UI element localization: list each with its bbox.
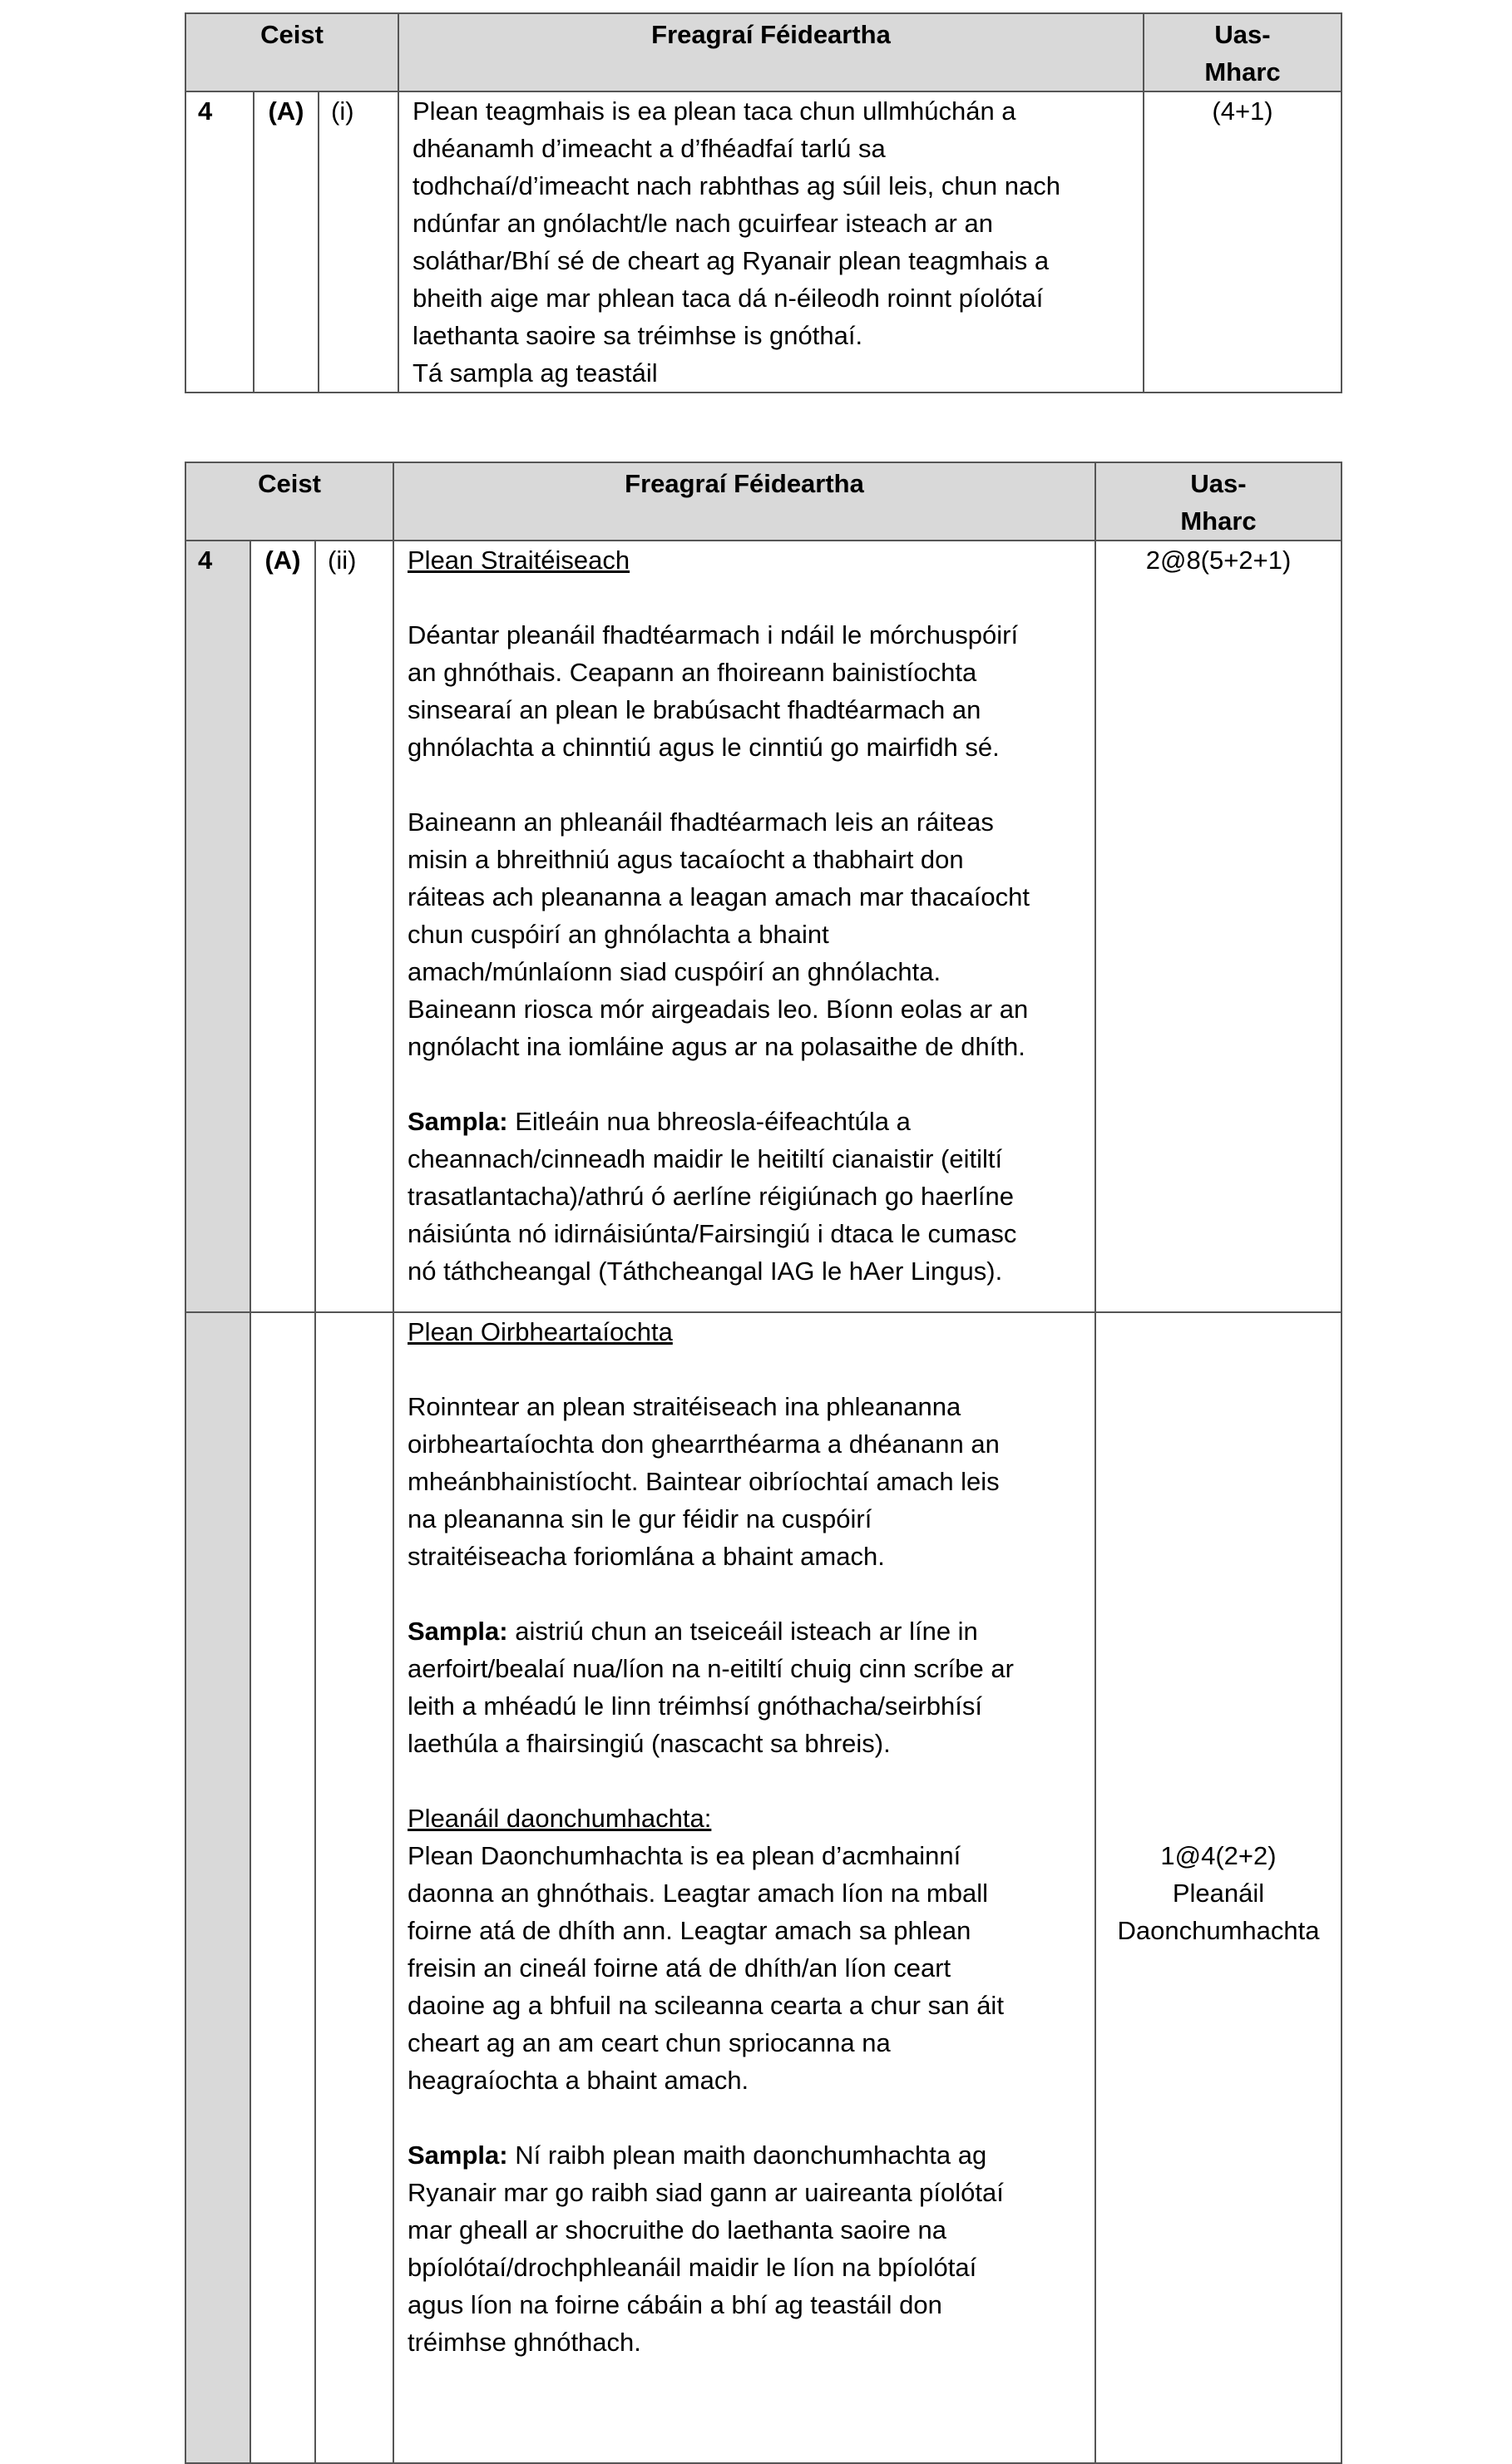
answer-line: freisin an cineál foirne atá de dhíth/an líon ceart (408, 1953, 951, 1983)
answer-line: ghnólachta a chinntiú agus le cinntiú go mairfidh sé. (408, 733, 1000, 762)
answer-line: na pleananna sin le gur féidir na cuspóirí (408, 1504, 872, 1533)
empty-subpart-cell (315, 1312, 393, 2463)
header-answers: Freagraí Féideartha (393, 462, 1095, 541)
sample-label: Sampla: (408, 2141, 508, 2170)
question-subpart: (ii) (315, 541, 393, 1312)
sample-first-line: Eitleáin nua bhreosla-éifeachtúla a (507, 1107, 911, 1136)
answer-line: bpíolótaí/drochphleanáil maidir le líon na bpíolótaí (408, 2253, 977, 2282)
question-part: (A) (254, 91, 319, 393)
answer-text (398, 91, 1144, 393)
answer-line: sinsearaí an plean le brabúsacht fhadtéarmach an (408, 695, 981, 724)
answer-line: Plean teagmhais is ea plean taca chun ullmhúchán a (413, 96, 1016, 126)
header-answers: Freagraí Féideartha (398, 13, 1144, 91)
answer-line: cheart ag an am ceart chun spriocanna na (408, 2028, 891, 2057)
answer-line (408, 1612, 1083, 1650)
strategic-row (185, 541, 1342, 1312)
answer-line: foirne atá de dhíth ann. Leagtar amach sa phlean (408, 1916, 971, 1945)
answer-line: laethanta saoire sa tréimhse is gnóthaí. (413, 321, 863, 350)
answer-row (185, 91, 1342, 393)
header-max-marks (1144, 13, 1342, 91)
strategic-plan-answer (393, 541, 1095, 1312)
answer-line: trasatlantacha)/athrú ó aerlíne réigiúnach go haerlíne (408, 1182, 1014, 1211)
sample-label: Sampla: (408, 1617, 508, 1646)
answer-line: chun cuspóirí an ghnólachta a bhaint (408, 920, 829, 949)
question-subpart: (i) (319, 91, 398, 393)
answer-line: an ghnóthais. Ceapann an fhoireann bainistíochta (408, 658, 977, 687)
answer-line: tréimhse ghnóthach. (408, 2328, 641, 2357)
tactical-para1 (408, 1388, 1083, 1575)
manpower-section (408, 1800, 1083, 2099)
header-max-marks-line2: Mharc (1204, 57, 1281, 86)
answer-line: Ryanair mar go raibh siad gann ar uaireanta píolótaí (408, 2178, 1004, 2207)
header-question: Ceist (185, 13, 398, 91)
answer-line: Tá sampla ag teastáil (413, 358, 658, 388)
answer-line: heagraíochta a bhaint amach. (408, 2066, 749, 2095)
answer-line: Plean Daonchumhachta is ea plean d’acmhainní (408, 1841, 961, 1870)
answer-line: mheánbhainistíocht. Baintear oibríochtaí amach leis (408, 1467, 1000, 1496)
strategic-para2 (408, 803, 1083, 1065)
answer-line: Déantar pleanáil fhadtéarmach i ndáil le mórchuspóirí (408, 620, 1019, 649)
answer-line: ngnólacht ina iomláine agus ar na polasaithe de dhíth. (408, 1032, 1025, 1061)
manpower-marks-block (1096, 1837, 1341, 1949)
header-max-marks-line1: Uas- (1190, 469, 1247, 498)
answer-line: straitéiseacha foriomlána a bhaint amach. (408, 1542, 885, 1571)
manpower-sample (408, 2136, 1083, 2361)
answer-line: soláthar/Bhí sé de cheart ag Ryanair plean teagmhais a (413, 246, 1050, 275)
tactical-manpower-row (185, 1312, 1342, 2463)
header-max-marks-line2: Mharc (1180, 506, 1257, 536)
manpower-marks (1095, 1312, 1342, 2463)
answer-line: todhchaí/d’imeacht nach rabhthas ag súil leis, chun nach (413, 171, 1060, 200)
header-question: Ceist (185, 462, 393, 541)
tactical-sample (408, 1612, 1083, 1762)
answer-line: náisiúnta nó idirnáisiúnta/Fairsingiú i dtaca le cumasc (408, 1219, 1017, 1248)
answer-line: Baineann riosca mór airgeadais leo. Bíonn eolas ar an (408, 995, 1029, 1024)
answer-line: laethúla a fhairsingiú (nascacht sa bhreis). (408, 1729, 891, 1758)
manpower-marks-line2: Pleanáil (1172, 1879, 1265, 1908)
marking-table-4a-i (185, 12, 1342, 393)
header-row (185, 462, 1342, 541)
sample-first-line: Ní raibh plean maith daonchumhachta ag (507, 2141, 987, 2170)
tactical-plan-title: Plean Oirbheartaíochta (408, 1317, 673, 1346)
manpower-marks-line3: Daonchumhachta (1117, 1916, 1320, 1945)
answer-line: daonna an ghnóthais. Leagtar amach líon na mball (408, 1879, 988, 1908)
answer-line: leith a mhéadú le linn tréimhsí gnóthacha/seirbhísí (408, 1691, 983, 1721)
answer-line: misin a bhreithniú agus tacaíocht a thabhairt don (408, 845, 964, 874)
sample-label: Sampla: (408, 1107, 508, 1136)
answer-line: cheannach/cinneadh maidir le heitiltí cianaistir (eitiltí (408, 1144, 1003, 1173)
answer-line: nó táthcheangal (Táthcheangal IAG le hAer Lingus). (408, 1257, 1003, 1286)
answer-line: ráiteas ach pleananna a leagan amach mar thacaíocht (408, 882, 1030, 911)
answer-line: oirbheartaíochta don ghearrthéarma a dhéanann an (408, 1430, 1000, 1459)
strategic-plan-title: Plean Straitéiseach (408, 546, 630, 575)
header-max-marks-line1: Uas- (1214, 20, 1271, 49)
strategic-para1 (408, 616, 1083, 766)
manpower-marks-line1: 1@4(2+2) (1160, 1841, 1277, 1870)
manpower-plan-title: Pleanáil daonchumhachta: (408, 1804, 712, 1833)
answer-line: agus líon na foirne cábáin a bhí ag teastáil don (408, 2290, 942, 2319)
empty-part-cell (250, 1312, 315, 2463)
header-max-marks (1095, 462, 1342, 541)
answer-line: Baineann an phleanáil fhadtéarmach leis an ráiteas (408, 807, 994, 837)
answer-line: daoine ag a bhfuil na scileanna cearta a chur san áit (408, 1991, 1004, 2020)
answer-line: mar gheall ar shocruithe do laethanta saoire na (408, 2215, 946, 2244)
answer-line: bheith aige mar phlean taca dá n-éileodh roinnt píolótaí (413, 284, 1044, 313)
question-number: 4 (185, 541, 250, 1312)
answer-line: amach/múnlaíonn siad cuspóirí an ghnólachta. (408, 957, 941, 986)
question-number: 4 (185, 91, 254, 393)
answer-line: ndúnfar an gnólacht/le nach gcuirfear isteach ar an (413, 209, 993, 238)
marks-value: (4+1) (1144, 91, 1342, 393)
marking-table-4a-ii (185, 462, 1342, 2464)
strategic-marks: 2@8(5+2+1) (1095, 541, 1342, 1312)
sample-first-line: aistriú chun an tseiceáil isteach ar líne in (507, 1617, 978, 1646)
answer-line: aerfoirt/bealaí nua/líon na n-eitiltí chuig cinn scríbe ar (408, 1654, 1014, 1683)
tactical-manpower-answer (393, 1312, 1095, 2463)
answer-line (408, 1103, 1083, 1140)
strategic-sample (408, 1103, 1083, 1290)
empty-number-cell (185, 1312, 250, 2463)
answer-line: dhéanamh d’imeacht a d’fhéadfaí tarlú sa (413, 134, 886, 163)
answer-line (408, 2136, 1083, 2174)
answer-line: Roinntear an plean straitéiseach ina phleananna (408, 1392, 961, 1421)
header-row (185, 13, 1342, 91)
question-part: (A) (250, 541, 315, 1312)
